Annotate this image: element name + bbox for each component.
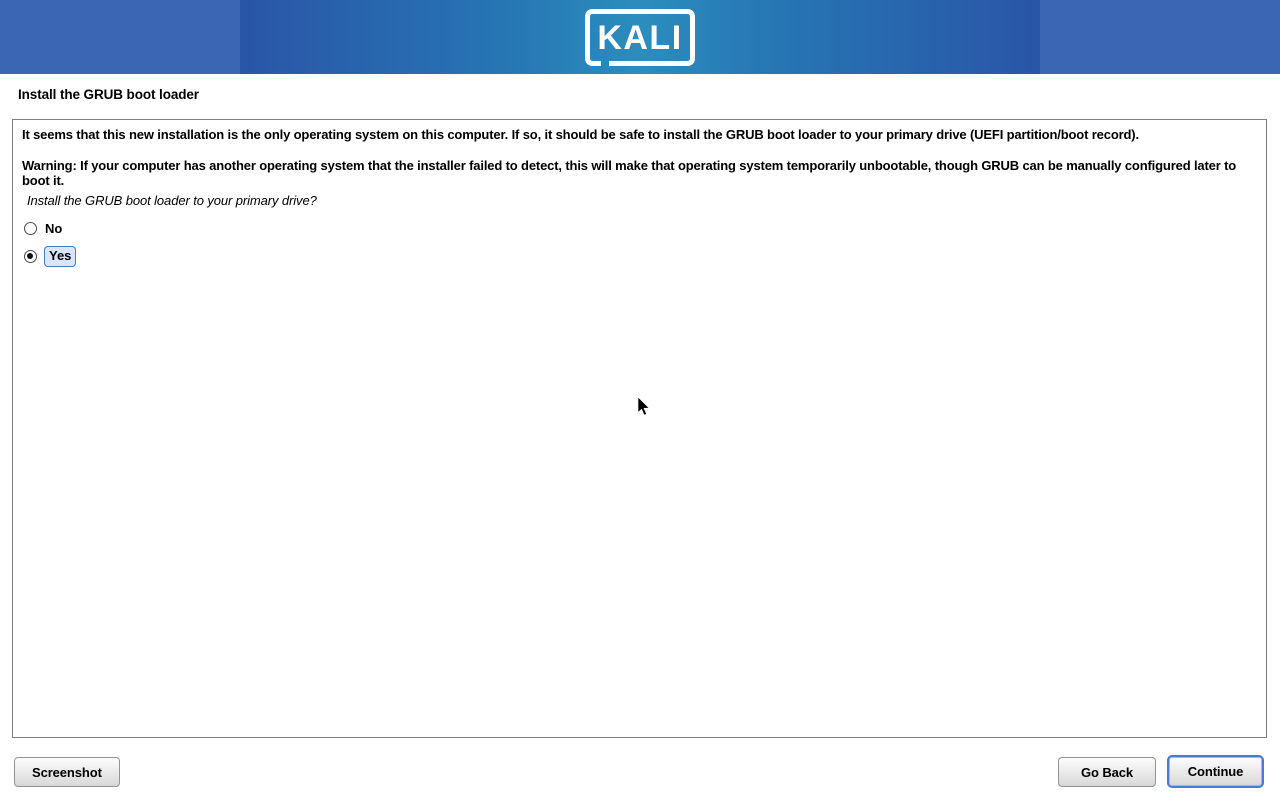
radio-label-no[interactable]: No [45, 220, 63, 236]
radio-option-yes[interactable] [24, 249, 1254, 265]
header-banner [0, 0, 1280, 74]
warning-paragraph: Warning: If your computer has another operating system that the installer failed to detect, this will make that operating system temporarily unbootable, though GRUB can be manually configured later to boot it. [22, 157, 1237, 188]
page-title: Install the GRUB boot loader [18, 87, 199, 102]
footer-bar [0, 755, 1280, 791]
radio-selected-icon[interactable] [24, 250, 37, 263]
info-paragraph: It seems that this new installation is the only operating system on this computer. If so, it should be safe to install the GRUB boot loader to your primary drive (UEFI partition/boot record). [22, 127, 1139, 142]
kali-logo-text: KALI [597, 19, 683, 57]
footer-right-group [1058, 755, 1264, 788]
radio-option-no[interactable] [24, 221, 1254, 237]
content-frame [12, 119, 1267, 738]
radio-unselected-icon[interactable] [24, 222, 37, 235]
question-text: Install the GRUB boot loader to your primary drive? [27, 192, 317, 208]
screenshot-button[interactable]: Screenshot [14, 757, 120, 787]
go-back-button[interactable]: Go Back [1058, 757, 1156, 787]
continue-button[interactable]: Continue [1167, 755, 1264, 788]
radio-label-yes[interactable]: Yes [44, 246, 76, 267]
kali-logo [585, 9, 695, 66]
